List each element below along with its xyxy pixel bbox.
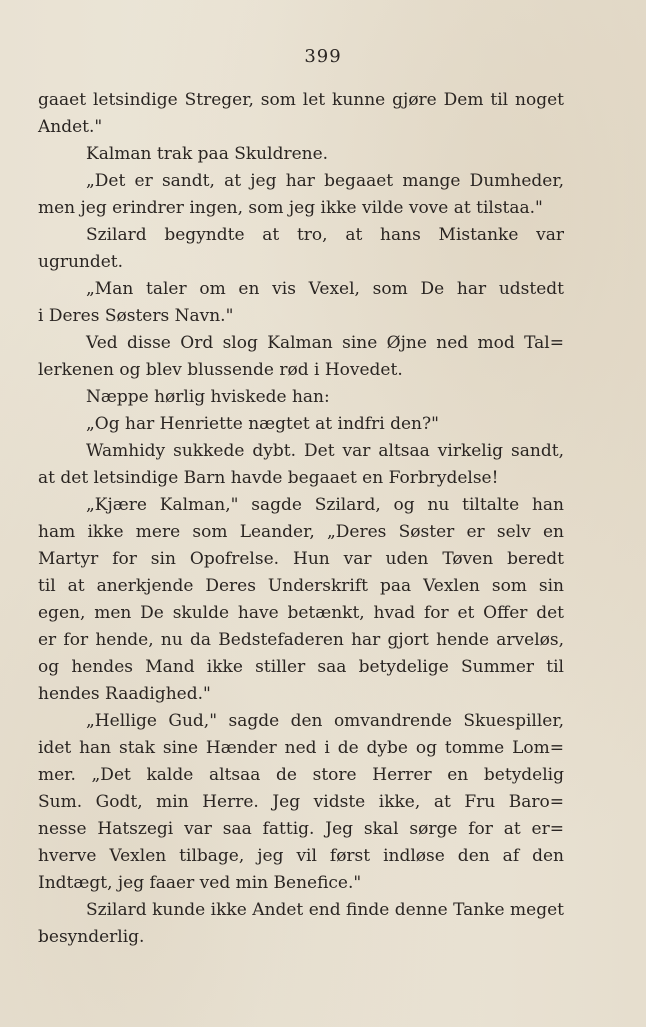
- text-line: nesse Hatszegi var saa fattig. Jeg skal sørge for at er=: [38, 819, 564, 839]
- text-line: Wamhidy sukkede dybt. Det var altsaa virkelig sandt,: [86, 441, 564, 461]
- text-line: „Kjære Kalman," sagde Szilard, og nu tiltalte han: [86, 495, 564, 515]
- text-line: Indtægt, jeg faaer ved min Benefice.": [38, 873, 362, 893]
- text-line: Szilard begyndte at tro, at hans Mistanke var: [86, 225, 564, 245]
- text-line: hendes Raadighed.": [38, 684, 211, 704]
- text-line: Martyr for sin Opofrelse. Hun var uden Tøven beredt: [38, 549, 564, 569]
- text-line: ham ikke mere som Leander, „Deres Søster er selv en: [38, 522, 564, 542]
- text-line: i Deres Søsters Navn.": [38, 306, 234, 326]
- text-line: til at anerkjende Deres Underskrift paa Vexlen som sin: [38, 576, 564, 596]
- text-line: og hendes Mand ikke stiller saa betydelige Summer til: [38, 657, 564, 677]
- text-line: at det letsindige Barn havde begaaet en Forbrydelse!: [38, 468, 499, 488]
- text-line: lerkenen og blev blussende rød i Hovedet.: [38, 360, 403, 380]
- text-line: „Og har Henriette nægtet at indfri den?": [86, 414, 439, 434]
- text-line: „Det er sandt, at jeg har begaaet mange Dumheder,: [86, 171, 564, 191]
- text-line: idet han stak sine Hænder ned i de dybe og tomme Lom=: [38, 738, 564, 758]
- text-line: „Man taler om en vis Vexel, som De har udstedt: [86, 279, 564, 299]
- page-number: 399: [304, 46, 342, 67]
- text-line: Szilard kunde ikke Andet end finde denne Tanke meget: [86, 900, 564, 920]
- text-line: Sum. Godt, min Herre. Jeg vidste ikke, at Fru Baro=: [38, 792, 564, 812]
- text-line: besynderlig.: [38, 927, 145, 947]
- text-line: egen, men De skulde have betænkt, hvad for et Offer det: [38, 603, 564, 623]
- text-line: Kalman trak paa Skuldrene.: [86, 144, 329, 164]
- body-text: [38, 87, 564, 951]
- text-line: men jeg erindrer ingen, som jeg ikke vilde vove at tilstaa.": [38, 198, 543, 218]
- text-line: Ved disse Ord slog Kalman sine Øjne ned mod Tal=: [86, 333, 564, 353]
- text-line: „Hellige Gud," sagde den omvandrende Skuespiller,: [86, 711, 564, 731]
- text-line: Andet.": [38, 117, 103, 137]
- text-line: ugrundet.: [38, 252, 124, 272]
- text-line: gaaet letsindige Streger, som let kunne gjøre Dem til noget: [38, 90, 564, 110]
- text-line: er for hende, nu da Bedstefaderen har gjort hende arveløs,: [38, 630, 564, 650]
- text-line: hverve Vexlen tilbage, jeg vil først indløse den af den: [38, 846, 564, 866]
- text-line: mer. „Det kalde altsaa de store Herrer en betydelig: [38, 765, 564, 785]
- text-line: Næppe hørlig hviskede han:: [86, 387, 330, 407]
